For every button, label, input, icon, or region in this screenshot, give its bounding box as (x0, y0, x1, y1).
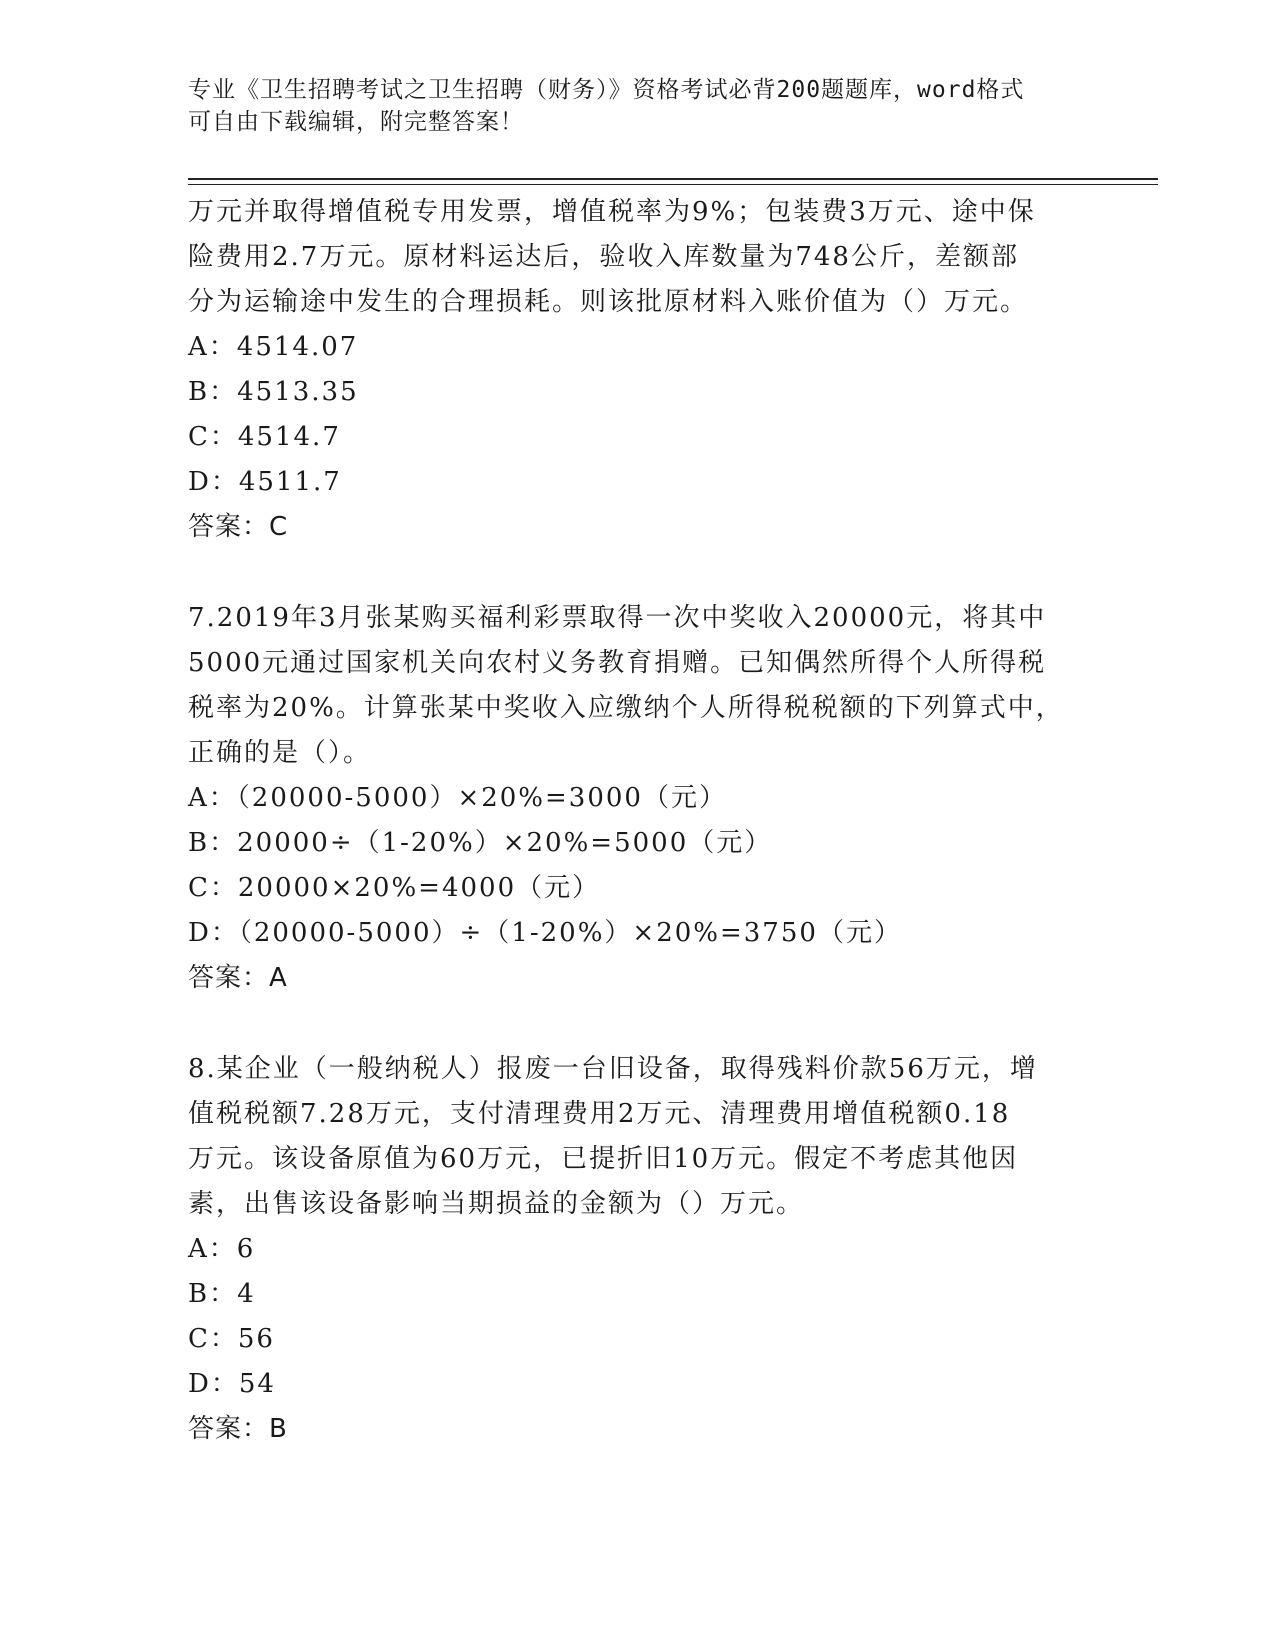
question-line: 值税税额7.28万元，支付清理费用2万元、清理费用增值税额0.18 (188, 1099, 1011, 1129)
spacer (188, 550, 1068, 596)
header-divider-thin (188, 184, 1158, 185)
question-7 (188, 596, 1068, 1001)
option-d: D：54 (188, 1369, 276, 1399)
option-d: D：（20000-5000）÷（1-20%）×20%=3750（元） (188, 918, 902, 948)
question-line: 万元并取得增值税专用发票，增值税率为9%；包装费3万元、途中保 (188, 197, 1036, 227)
answer-line: 答案：B (188, 1414, 288, 1444)
answer-line: 答案：A (188, 963, 288, 993)
option-c: C：20000×20%=4000（元） (188, 873, 601, 903)
option-b: B：4513.35 (188, 377, 359, 407)
option-a: A：6 (188, 1234, 256, 1264)
option-b: B：4 (188, 1279, 256, 1309)
header-divider-thick (188, 178, 1158, 180)
question-8 (188, 1047, 1068, 1452)
option-a: A：（20000-5000）×20%=3000（元） (188, 783, 727, 813)
document-body (188, 190, 1068, 1452)
option-a: A：4514.07 (188, 332, 359, 362)
option-c: C：56 (188, 1324, 275, 1354)
question-line: 险费用2.7万元。原材料运达后，验收入库数量为748公斤，差额部 (188, 242, 1019, 272)
question-line: 正确的是（）。 (188, 738, 372, 768)
option-d: D：4511.7 (188, 467, 342, 497)
question-6 (188, 190, 1068, 550)
question-text (188, 190, 1068, 325)
question-text (188, 596, 1068, 776)
header-line-2: 可自由下载编辑，附完整答案！ (188, 109, 524, 135)
spacer (188, 1001, 1068, 1047)
question-line: 税率为20%。计算张某中奖收入应缴纳个人所得税税额的下列算式中， (188, 693, 1064, 723)
question-text (188, 1047, 1068, 1227)
document-header (188, 74, 1068, 138)
question-line: 素，出售该设备影响当期损益的金额为（）万元。 (188, 1189, 805, 1219)
question-line: 5000元通过国家机关向农村义务教育捐赠。已知偶然所得个人所得税 (188, 648, 1047, 678)
header-line-1: 专业《卫生招聘考试之卫生招聘（财务）》资格考试必背200题题库，word格式 (188, 77, 1025, 103)
question-line: 分为运输途中发生的合理损耗。则该批原材料入账价值为（）万元。 (188, 287, 1029, 317)
question-line: 8.某企业（一般纳税人）报废一台旧设备，取得残料价款56万元，增 (188, 1054, 1038, 1084)
answer-line: 答案：C (188, 512, 289, 542)
question-line: 7.2019年3月张某购买福利彩票取得一次中奖收入20000元，将其中 (188, 603, 1047, 633)
question-line: 万元。该设备原值为60万元，已提折旧10万元。假定不考虑其他因 (188, 1144, 1019, 1174)
option-c: C：4514.7 (188, 422, 341, 452)
option-b: B：20000÷（1-20%）×20%=5000（元） (188, 828, 773, 858)
